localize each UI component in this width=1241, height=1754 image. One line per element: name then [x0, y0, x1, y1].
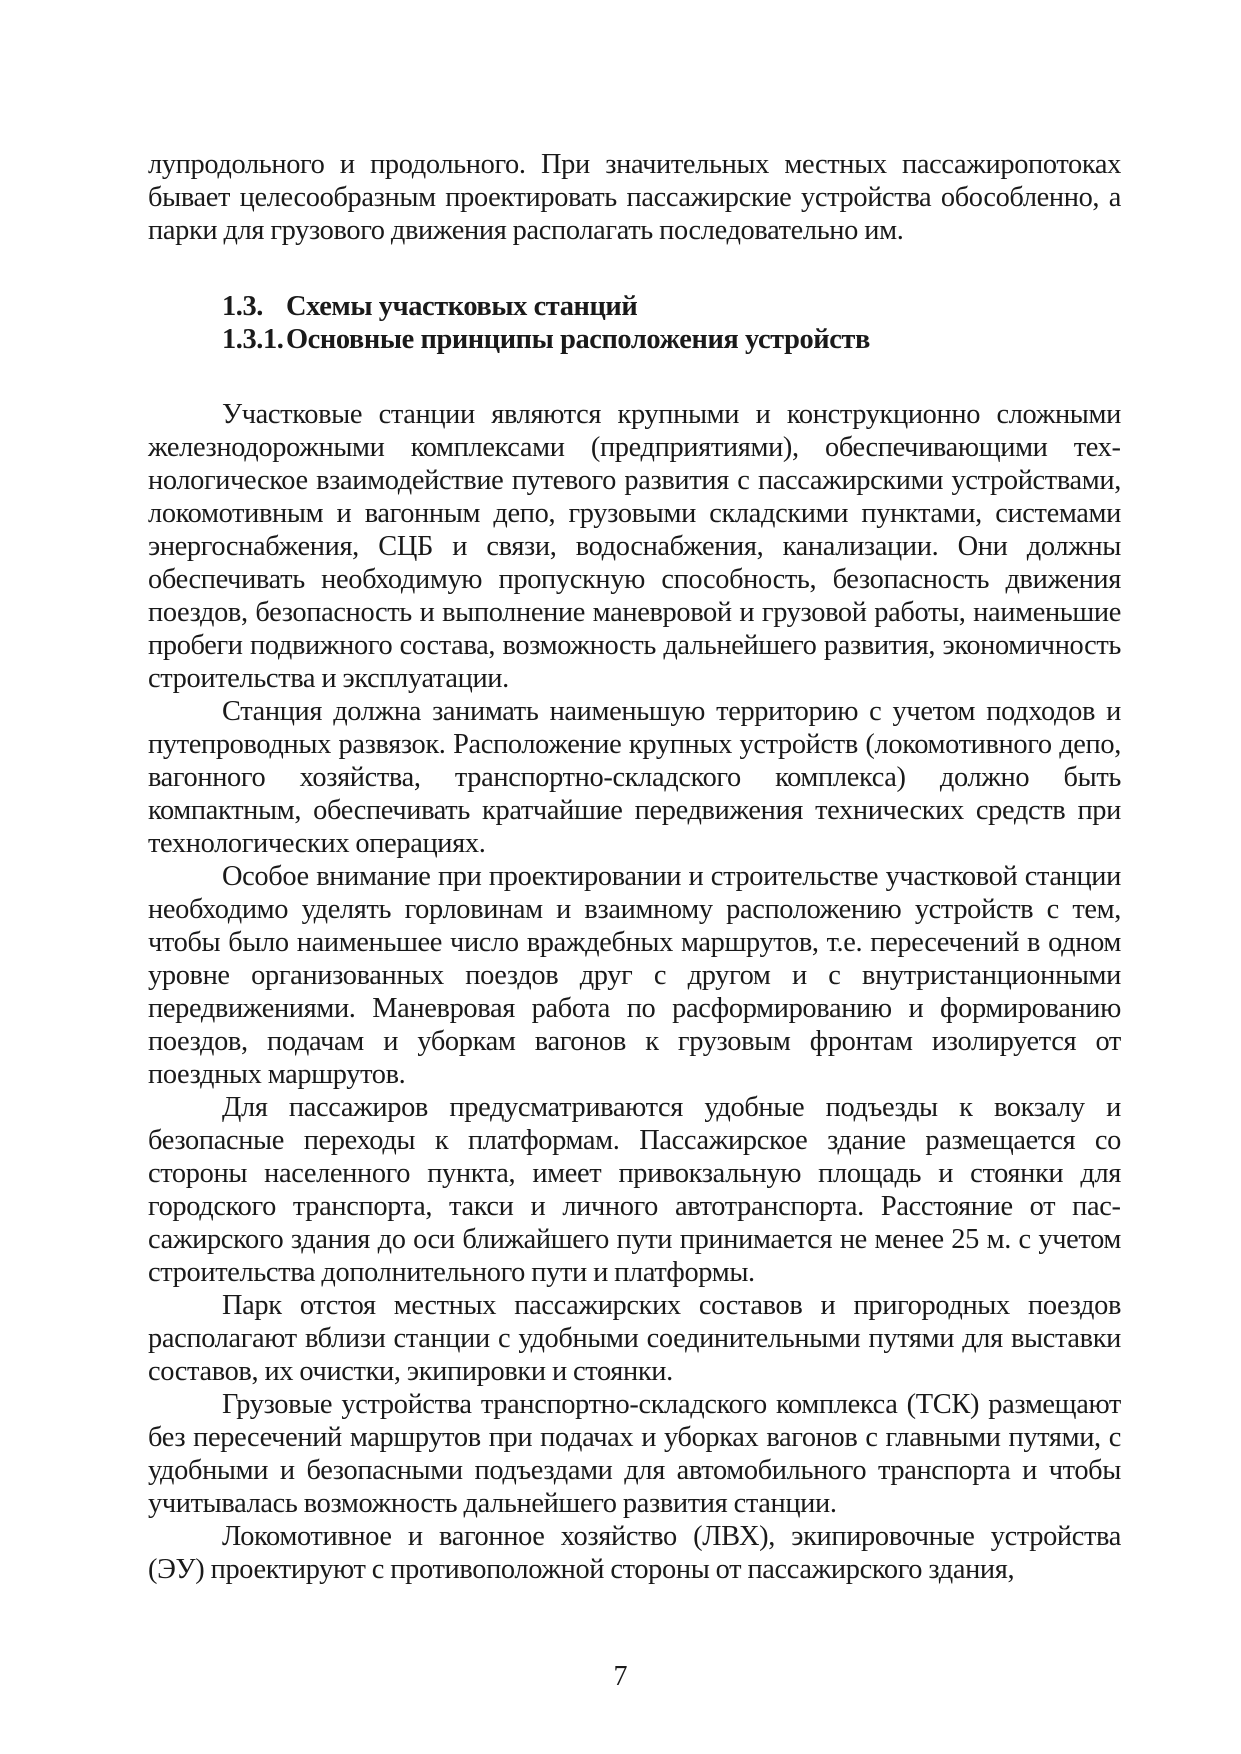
paragraph-freight-facilities: Грузовые устройства транспортно-складского комплекса (ТСК) размещают без пересечений маршрутов при подачах и уборках вагонов с главными путями, с удобными и безопасными подъездами для автомобильного транспорта и чтобы учитывалась возможность дальнейшего развития станции. [148, 1389, 1121, 1519]
section-title: Схемы участковых станций [286, 291, 638, 322]
section-heading [222, 290, 1121, 323]
section-number: 1.3. [222, 291, 263, 322]
paragraph-locomotive-facilities: Локомотивное и вагонное хозяйство (ЛВХ), экипировочные устройства (ЭУ) проектируют с противоположной стороны от пассажирского здания, [148, 1521, 1121, 1585]
document-page [148, 148, 1121, 1586]
subsection-title: Основные принципы расположения устройств [286, 324, 870, 355]
paragraph-station-territory: Станция должна занимать наименьшую территорию с учетом подходов и путепроводных развязок. Расположение крупных устройств (локомотивного депо, вагонного хозяйства, транспортно-складского комплекса) должно быть компактным, обеспечивать кратчайшие передвижения технических средств при технологических операциях. [148, 696, 1121, 859]
paragraph-passenger-access: Для пассажиров предусматриваются удобные подъезды к вокзалу и безопасные переходы к платформам. Пассажирское здание размещается со стороны населенного пункта, имеет привокзальную площадь и стоянки для городского транспорта, такси и личного автотранспорта. Расстояние от пассажирского здания до оси ближайшего пути принимается не менее 25 м. с учетом строительства дополнительного пути и платформы. [148, 1092, 1121, 1288]
paragraph-layover-yard: Парк отстоя местных пассажирских составов и пригородных поездов располагают вблизи станции с удобными соединительными путями для выставки составов, их очистки, экипировки и стоянки. [148, 1290, 1121, 1387]
subsection-number: 1.3.1. [222, 324, 284, 355]
subsection-heading [222, 323, 1121, 356]
paragraph-throat-design: Особое внимание при проектировании и строительстве участковой станции необходимо уделять горловинам и взаимному расположению устройств с тем, чтобы было наименьшее число враждебных маршрутов, т.е. пересечений в одном уровне организованных поездов друг с другом и с внутристанционными передвижениями. Маневровая работа по расформированию и формированию поездов, подачам и уборкам вагонов к грузовым фронтам изолируется от поездных маршрутов. [148, 861, 1121, 1090]
paragraph-station-complexes: Участковые станции являются крупными и конструкционно сложными железнодорожными комплексами (предприятиями), обеспечивающими технологическое взаимодействие путевого развития с пассажирскими устройствами, локомотивным и вагонным депо, грузовыми складскими пунктами, системами энергоснабжения, СЦБ и связи, водоснабжения, канализации. Они должны обеспечивать необходимую пропускную способность, безопасность движения поездов, безопасность и выполнение маневровой и грузовой работы, наименьшие пробеги подвижного состава, возможность дальнейшего развития, экономичность строительства и эксплуатации. [148, 399, 1121, 694]
continuation-paragraph: лупродольного и продольного. При значительных местных пассажиропотоках бывает целесообразным проектировать пассажирские устройства обособленно, а парки для грузового движения располагать последовательно им. [148, 149, 1121, 246]
page-number: 7 [613, 1661, 628, 1692]
section-headings [148, 290, 1121, 356]
